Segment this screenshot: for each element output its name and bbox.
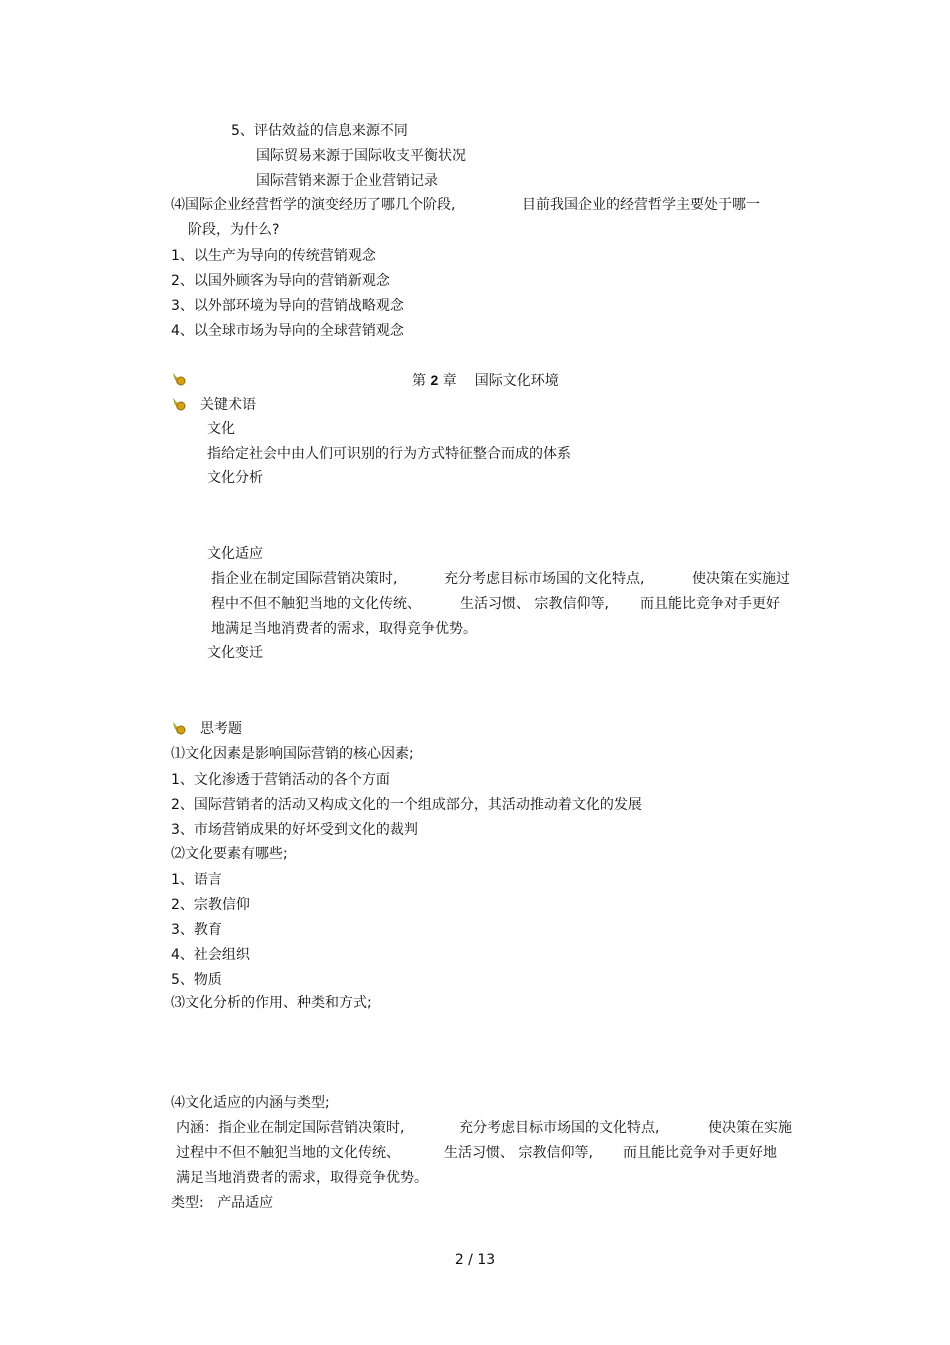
connotation-line2a: 过程中不但不触犯当地的文化传统、: [176, 1145, 400, 1161]
bullet-icon: [171, 396, 187, 412]
adaptation-def-line2b: 生活习惯、 宗教信仰等,: [460, 596, 609, 612]
term-culture-change: 文化变迁: [207, 645, 263, 661]
answer-item: 1、语言: [171, 872, 222, 888]
answer-item: 1、文化渗透于营销活动的各个方面: [171, 772, 390, 788]
bullet-icon: [171, 720, 187, 736]
key-terms-heading: 关键术语: [200, 397, 256, 413]
page-number: 2 / 13: [454, 1252, 496, 1268]
question-4-continuation: 阶段，为什么?: [188, 222, 280, 238]
term-culture: 文化: [207, 421, 235, 437]
item-5: 5、评估效益的信息来源不同: [231, 123, 408, 139]
question-4-part2: 目前我国企业的经营哲学主要处于哪一: [522, 197, 760, 213]
answer-item: 4、社会组织: [171, 947, 250, 963]
bullet-icon: [171, 371, 187, 387]
item-5-detail-trade: 国际贸易来源于国际收支平衡状况: [256, 148, 466, 164]
adaptation-def-line1c: 使决策在实施过: [692, 571, 790, 587]
term-culture-analysis: 文化分析: [207, 470, 263, 486]
answer-item: 3、以外部环境为导向的营销战略观念: [171, 298, 404, 314]
answer-item: 4、以全球市场为导向的全球营销观念: [171, 323, 404, 339]
adaptation-type: 类型: 产品适应: [171, 1195, 274, 1211]
chapter-heading: 第 2 章 国际文化环境: [412, 372, 559, 389]
question-1: ⑴文化因素是影响国际营销的核心因素;: [171, 746, 414, 762]
question-4: ⑷文化适应的内涵与类型;: [171, 1095, 330, 1111]
answer-item: 3、教育: [171, 922, 222, 938]
connotation-line1a: 内涵：指企业在制定国际营销决策时,: [176, 1120, 405, 1136]
connotation-line3: 满足当地消费者的需求，取得竞争优势。: [176, 1170, 428, 1186]
connotation-line2b: 生活习惯、 宗教信仰等,: [444, 1145, 593, 1161]
answer-item: 3、市场营销成果的好坏受到文化的裁判: [171, 822, 418, 838]
term-culture-adaptation: 文化适应: [207, 546, 263, 562]
answer-item: 5、物质: [171, 972, 222, 988]
item-5-detail-marketing: 国际营销来源于企业营销记录: [256, 173, 438, 189]
adaptation-def-line1a: 指企业在制定国际营销决策时,: [211, 571, 398, 587]
adaptation-def-line3: 地满足当地消费者的需求，取得竞争优势。: [211, 621, 477, 637]
question-3: ⑶文化分析的作用、种类和方式;: [171, 995, 372, 1011]
adaptation-def-line2c: 而且能比竞争对手更好: [640, 596, 780, 612]
connotation-line1c: 使决策在实施: [708, 1120, 792, 1136]
adaptation-def-line1b: 充分考虑目标市场国的文化特点,: [444, 571, 645, 587]
connotation-line1b: 充分考虑目标市场国的文化特点,: [459, 1120, 660, 1136]
term-culture-definition: 指给定社会中由人们可识别的行为方式特征整合而成的体系: [207, 446, 571, 462]
questions-heading: 思考题: [200, 721, 242, 737]
connotation-line2c: 而且能比竞争对手更好地: [623, 1145, 777, 1161]
answer-item: 2、宗教信仰: [171, 897, 250, 913]
answer-item: 2、以国外顾客为导向的营销新观念: [171, 273, 390, 289]
answer-item: 1、以生产为导向的传统营销观念: [171, 248, 376, 264]
question-2: ⑵文化要素有哪些;: [171, 846, 288, 862]
chapter-title: 国际文化环境: [474, 373, 559, 389]
question-4-part1: ⑷国际企业经营哲学的演变经历了哪几个阶段,: [171, 197, 456, 213]
answer-item: 2、国际营销者的活动又构成文化的一个组成部分，其活动推动着文化的发展: [171, 797, 642, 813]
adaptation-def-line2a: 程中不但不触犯当地的文化传统、: [211, 596, 421, 612]
